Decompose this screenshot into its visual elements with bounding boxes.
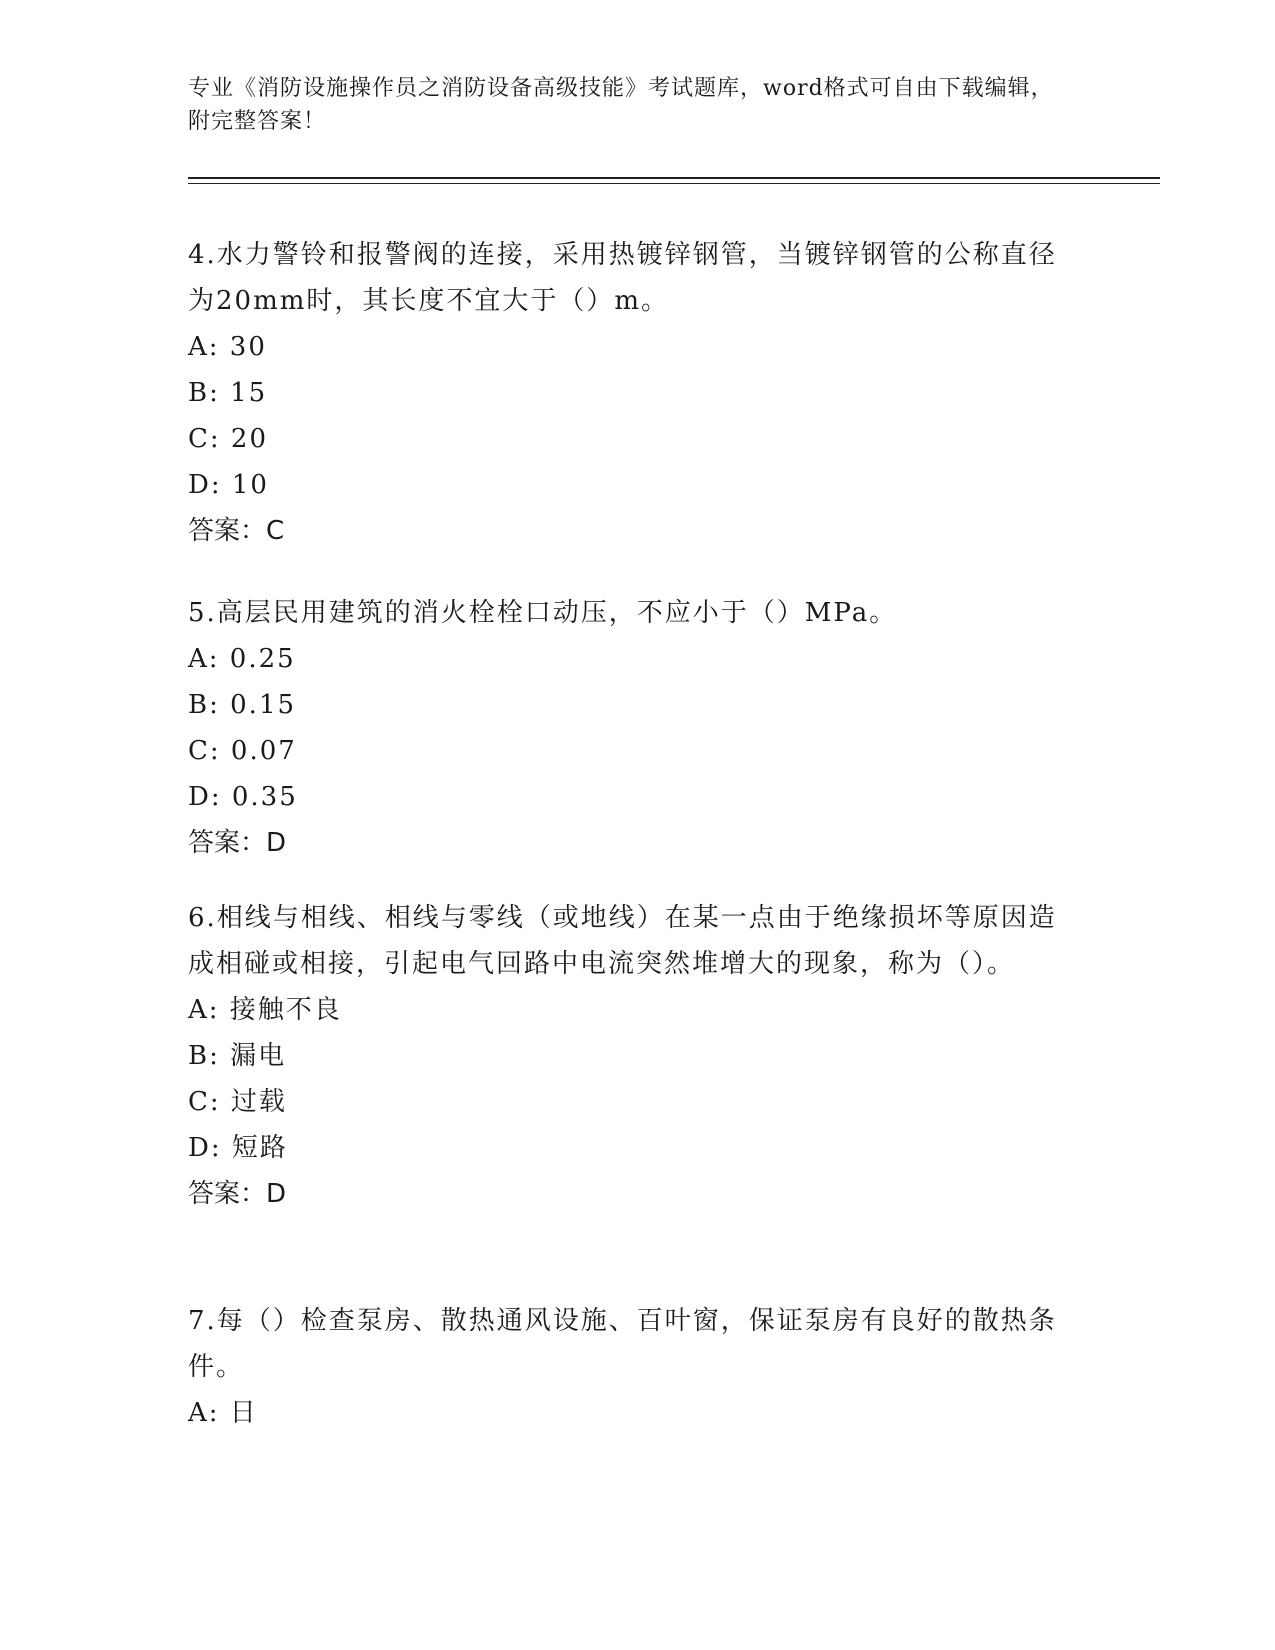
question-4 — [188, 232, 1068, 554]
question-stem: 4.水力警铃和报警阀的连接，采用热镀锌钢管，当镀锌钢管的公称直径为20mm时，其长度不宜大于（）m。 — [188, 240, 1057, 316]
option-d: D: 短路 — [188, 1133, 288, 1163]
answer: 答案：C — [188, 516, 285, 546]
answer: 答案：D — [188, 828, 287, 858]
option-a: A: 接触不良 — [188, 995, 342, 1025]
option-a: A: 30 — [188, 332, 267, 362]
option-b: B: 漏电 — [188, 1041, 287, 1071]
option-c: C: 20 — [188, 424, 269, 454]
answer: 答案：D — [188, 1179, 287, 1209]
document-intro: 专业《消防设施操作员之消防设备高级技能》考试题库，word格式可自由下载编辑，附完整答案！ — [188, 76, 1054, 134]
question-5 — [188, 590, 1068, 866]
option-a: A: 0.25 — [188, 644, 296, 674]
question-stem: 7.每（）检查泵房、散热通风设施、百叶窗，保证泵房有良好的散热条件。 — [188, 1306, 1057, 1382]
option-c: C: 过载 — [188, 1087, 287, 1117]
option-d: D: 10 — [188, 470, 269, 500]
question-stem: 6.相线与相线、相线与零线（或地线）在某一点由于绝缘损坏等原因造成相碰或相接，引起电气回路中电流突然堆增大的现象，称为（）。 — [188, 903, 1057, 979]
option-b: B: 15 — [188, 378, 268, 408]
double-rule-bottom — [188, 183, 1160, 184]
option-d: D: 0.35 — [188, 782, 298, 812]
option-c: C: 0.07 — [188, 736, 297, 766]
question-7 — [188, 1298, 1068, 1436]
double-rule-top — [188, 177, 1160, 179]
question-stem: 5.高层民用建筑的消火栓栓口动压，不应小于（）MPa。 — [188, 598, 898, 628]
question-6 — [188, 895, 1068, 1217]
option-a: A: 日 — [188, 1398, 258, 1428]
option-b: B: 0.15 — [188, 690, 297, 720]
